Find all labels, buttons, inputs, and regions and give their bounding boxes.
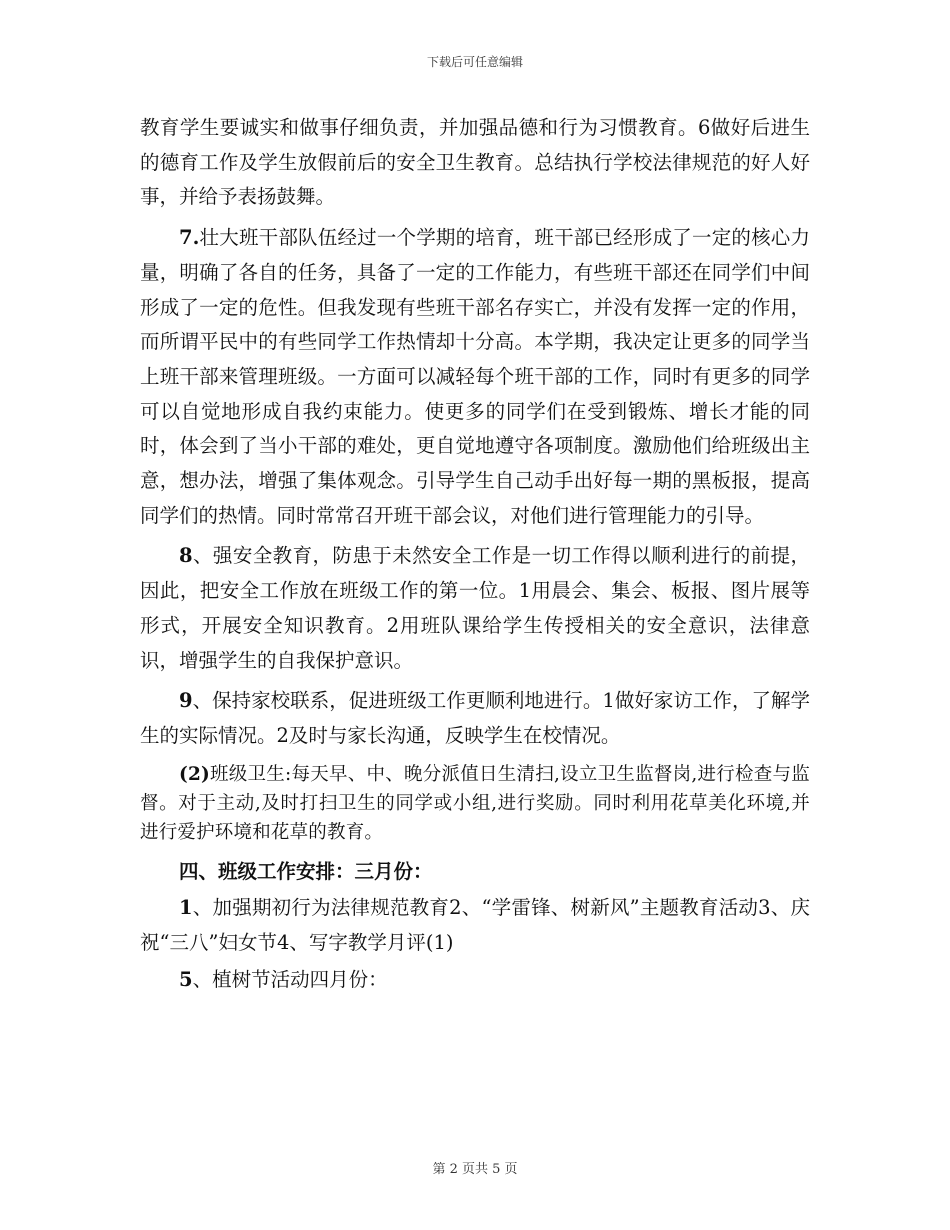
paragraph-text: 、植树节活动四月份： (192, 967, 388, 991)
paragraph-moral-education (140, 111, 810, 215)
paragraph-number: (2) (179, 763, 210, 785)
page-footer: 第 2 页共 5 页 (432, 1162, 518, 1177)
paragraph-number: 5 (179, 967, 193, 991)
paragraph-text: 教育学生要诚实和做事仔细负责，并加强品德和行为习惯教育。6做好后进生的德育工作及学生放假前后的安全卫生教育。总结执行学校法律规范的好人好事，并给予表扬鼓舞。 (140, 116, 810, 209)
paragraph-class-cadres (140, 221, 810, 533)
paragraph-text: 、保持家校联系，促进班级工作更顺利地进行。1做好家访工作，了解学生的实际情况。2及时与家长沟通，反映学生在校情况。 (140, 689, 810, 747)
paragraph-march-items (140, 891, 810, 960)
paragraph-home-school (140, 684, 810, 753)
page-header: 下载后可任意编辑 (426, 55, 523, 69)
paragraph-number: 1 (179, 896, 193, 920)
paragraph-safety-education (140, 539, 810, 678)
document-body (140, 111, 810, 999)
paragraph-text: 班级卫生:每天早、中、晚分派值日生清扫,设立卫生监督岗,进行检查与监督。对于主动,及时打扫卫生的同学或小组,进行奖励。同时利用花草美化环境,并进行爱护环境和花草的教育。 (140, 763, 810, 843)
paragraph-text: 、强安全教育，防患于未然安全工作是一切工作得以顺利进行的前提，因此，把安全工作放在班级工作的第一位。1用晨会、集会、板报、图片展等形式，开展安全知识教育。2用班队课给学生传授相关的安全意识，法律意识，增强学生的自我保护意识。 (140, 544, 810, 672)
paragraph-tree-planting (140, 963, 810, 998)
paragraph-text: 、加强期初行为法律规范教育2、“学雷锋、树新风”主题教育活动3、庆祝“三八”妇女节4、写字教学月评(1) (140, 896, 810, 955)
paragraph-number: 9 (179, 689, 193, 713)
paragraph-text: 壮大班干部队伍经过一个学期的培育，班干部已经形成了一定的核心力量，明确了各自的任务，具备了一定的工作能力，有些班干部还在同学们中间形成了一定的危性。但我发现有些班干部名存实亡，并没有发挥一定的作用，而所谓平民中的有些同学工作热情却十分高。本学期，我决定让更多的同学当上班干部来管理班级。一方面可以减轻每个班干部的工作，同时有更多的同学可以自觉地形成自我约束能力。使更多的同学们在受到锻炼、增长才能的同时，体会到了当小干部的难处，更自觉地遵守各项制度。激励他们给班级出主意，想办法，增强了集体观念。引导学生自己动手出好每一期的黑板报，提高同学们的热情。同时常常召开班干部会议，对他们进行管理能力的引导。 (140, 226, 810, 527)
paragraph-number: 7. (179, 226, 200, 250)
section-heading-schedule: 四、班级工作安排：三月份： (179, 859, 433, 883)
paragraph-class-hygiene (140, 760, 810, 847)
paragraph-number: 8 (179, 544, 193, 568)
